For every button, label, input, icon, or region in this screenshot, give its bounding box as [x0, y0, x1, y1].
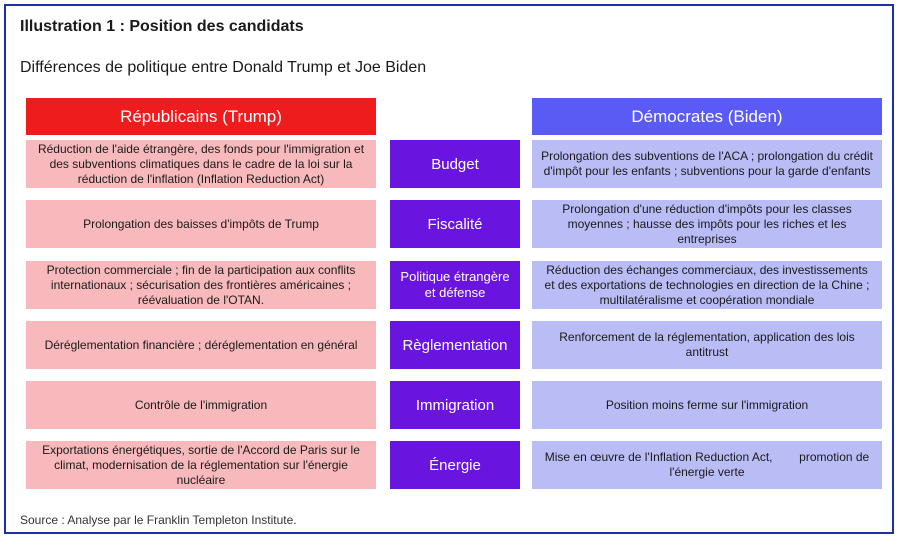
topic-fiscalite: Fiscalité	[390, 200, 520, 248]
topic-immigration: Immigration	[390, 381, 520, 429]
democrat-cell-reglementation: Renforcement de la réglementation, application des lois antitrust	[532, 321, 882, 369]
topic-energie: Énergie	[390, 441, 520, 489]
figure-title: Illustration 1 : Position des candidats	[20, 18, 304, 35]
republican-cell-energie: Exportations énergétiques, sortie de l'Accord de Paris sur le climat, modernisation de la réglementation sur l'énergie nucléaire	[26, 441, 376, 489]
republican-cell-budget: Réduction de l'aide étrangère, des fonds pour l'immigration et des subventions climatiques dans le cadre de la loi sur la réduction de l'inflation (Inflation Reduction Act)	[26, 140, 376, 188]
democrat-cell-immigration: Position moins ferme sur l'immigration	[532, 381, 882, 429]
republicans-header: Républicains (Trump)	[26, 98, 376, 135]
topic-budget: Budget	[390, 140, 520, 188]
democrat-cell-energie: Mise en œuvre de l'Inflation Reduction Act, promotion de l'énergie verte	[532, 441, 882, 489]
republican-cell-politique-etrangere: Protection commerciale ; fin de la participation aux conflits internationaux ; sécurisation des frontières américaines ; réévaluation de l'OTAN.	[26, 261, 376, 309]
republican-cell-reglementation: Déréglementation financière ; déréglementation en général	[26, 321, 376, 369]
topic-politique-etrangere: Politique étrangère et défense	[390, 261, 520, 309]
democrat-cell-budget: Prolongation des subventions de l'ACA ; prolongation du crédit d'impôt pour les enfants ; subventions pour la garde d'enfants	[532, 140, 882, 188]
republican-cell-fiscalite: Prolongation des baisses d'impôts de Trump	[26, 200, 376, 248]
democrat-cell-fiscalite: Prolongation d'une réduction d'impôts pour les classes moyennes ; hausse des impôts pour les riches et les entreprises	[532, 200, 882, 248]
figure-subtitle: Différences de politique entre Donald Trump et Joe Biden	[20, 59, 427, 76]
source-note: Source : Analyse par le Franklin Templeton Institute.	[20, 513, 297, 527]
democrat-cell-politique-etrangere: Réduction des échanges commerciaux, des investissements et des exportations de technologies en direction de la Chine ; multilatéralisme et coopération mondiale	[532, 261, 882, 309]
republican-cell-immigration: Contrôle de l'immigration	[26, 381, 376, 429]
topic-reglementation: Règlementation	[390, 321, 520, 369]
democrats-header: Démocrates (Biden)	[532, 98, 882, 135]
